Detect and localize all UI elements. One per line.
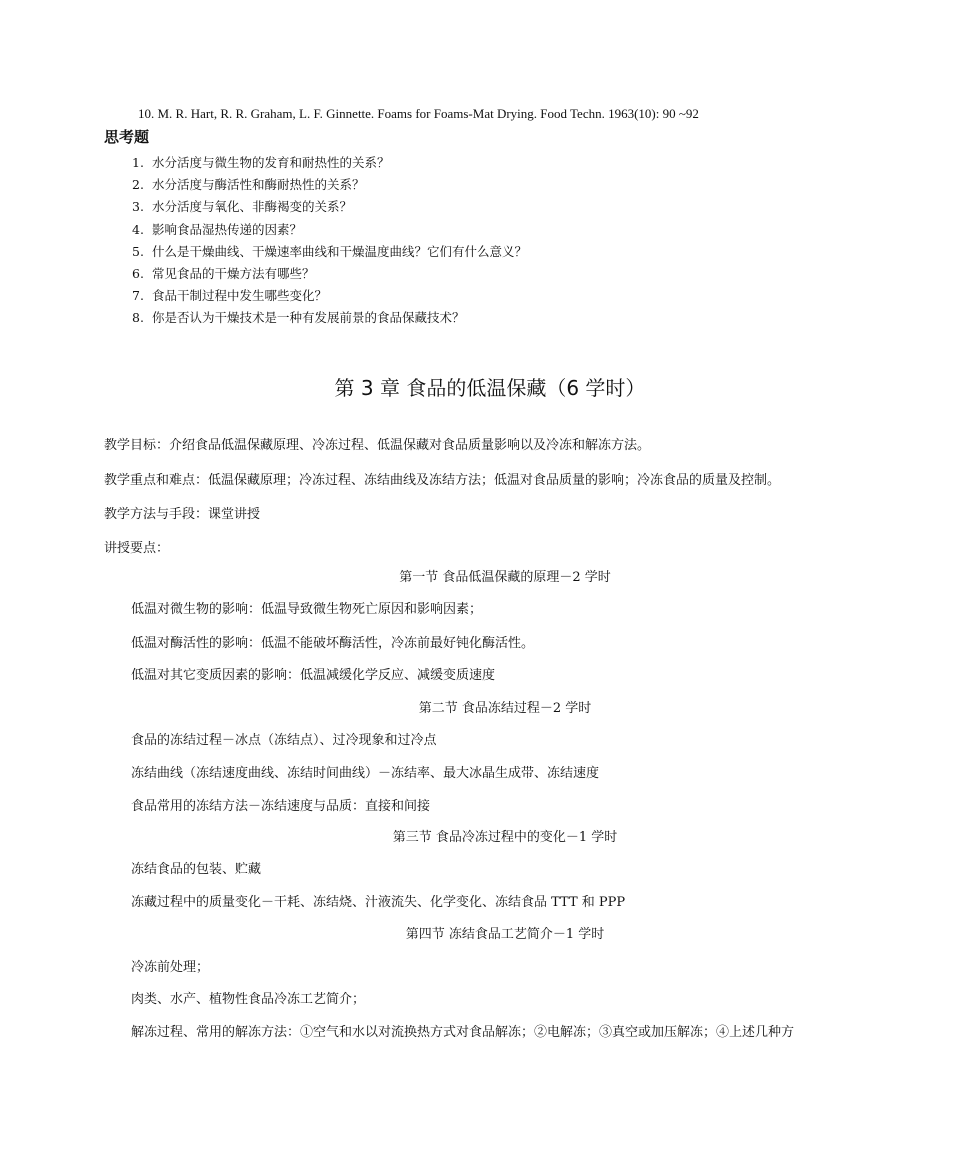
section-title: 第一节 食品低温保藏的原理－2 学时 bbox=[399, 570, 611, 585]
section-title: 第二节 食品冻结过程－2 学时 bbox=[418, 701, 592, 716]
section-item: 解冻过程、常用的解冻方法：①空气和水以对流换热方式对食品解冻；②电解冻；③真空或加压解冻；④上述几种方 bbox=[131, 1025, 795, 1040]
question-text: 你是否认为干燥技术是一种有发展前景的食品保藏技术？ bbox=[152, 310, 465, 326]
questions-heading: 思考题 bbox=[104, 128, 150, 146]
teaching-method: 教学方法与手段：课堂讲授 bbox=[104, 507, 261, 522]
question-text: 水分活度与微生物的发育和耐热性的关系？ bbox=[152, 155, 390, 170]
teaching-goal: 教学目标：介绍食品低温保藏原理、冷冻过程、低温保藏对食品质量影响以及冷冻和解冻方法。 bbox=[104, 438, 651, 453]
section-item: 食品常用的冻结方法－冻结速度与品质：直接和间接 bbox=[131, 799, 431, 814]
question-item bbox=[132, 307, 527, 329]
question-item bbox=[132, 241, 527, 263]
question-number: 3. bbox=[132, 199, 144, 215]
question-number: 2. bbox=[132, 177, 144, 193]
section-item: 低温对微生物的影响：低温导致微生物死亡原因和影响因素； bbox=[131, 602, 483, 617]
question-item bbox=[132, 152, 527, 174]
question-item bbox=[132, 174, 527, 196]
question-number: 7. bbox=[132, 288, 144, 304]
question-text: 食品干制过程中发生哪些变化？ bbox=[152, 288, 328, 304]
section-item: 冻藏过程中的质量变化－干耗、冻结烧、汁液流失、化学变化、冻结食品 TTT 和 PPP bbox=[131, 895, 626, 910]
key-points: 教学重点和难点：低温保藏原理；冷冻过程、冻结曲线及冻结方法；低温对食品质量的影响；冷冻食品的质量及控制。 bbox=[104, 473, 781, 488]
question-number: 6. bbox=[132, 265, 144, 281]
question-number: 4. bbox=[132, 221, 144, 237]
lecture-points-label: 讲授要点： bbox=[104, 541, 170, 556]
question-item bbox=[132, 263, 527, 285]
question-text: 影响食品湿热传递的因素？ bbox=[152, 221, 303, 237]
section-item: 冷冻前处理； bbox=[131, 960, 210, 975]
question-text: 水分活度与酶活性和酶耐热性的关系？ bbox=[152, 177, 365, 193]
section-item: 冻结食品的包装、贮藏 bbox=[131, 862, 262, 877]
question-number: 1. bbox=[132, 155, 144, 170]
section-item: 冻结曲线（冻结速度曲线、冻结时间曲线）－冻结率、最大冰晶生成带、冻结速度 bbox=[131, 766, 600, 781]
section-item: 肉类、水产、植物性食品冷冻工艺简介； bbox=[131, 992, 366, 1007]
chapter-title: 第 3 章 食品的低温保藏（6 学时） bbox=[334, 376, 646, 400]
reference-entry: 10. M. R. Hart, R. R. Graham, L. F. Ginnette. Foams for Foams-Mat Drying. Food Techn. 1963(10): 90 ~92 bbox=[138, 106, 699, 121]
question-number: 8. bbox=[132, 310, 144, 326]
question-number: 5. bbox=[132, 243, 144, 259]
question-text: 水分活度与氧化、非酶褐变的关系？ bbox=[152, 199, 353, 215]
question-text: 什么是干燥曲线、干燥速率曲线和干燥温度曲线？它们有什么意义？ bbox=[152, 243, 528, 259]
question-item bbox=[132, 219, 527, 241]
section-item: 食品的冻结过程－冰点（冻结点）、过冷现象和过冷点 bbox=[131, 733, 437, 748]
section-title: 第四节 冻结食品工艺简介－1 学时 bbox=[405, 927, 605, 942]
question-item bbox=[132, 285, 527, 307]
question-text: 常见食品的干燥方法有哪些？ bbox=[152, 265, 315, 281]
question-item bbox=[132, 196, 527, 218]
questions-list bbox=[132, 152, 527, 330]
section-title: 第三节 食品冷冻过程中的变化－1 学时 bbox=[392, 830, 618, 845]
section-item: 低温对酶活性的影响：低温不能破坏酶活性，冷冻前最好钝化酶活性。 bbox=[131, 636, 535, 651]
section-item: 低温对其它变质因素的影响：低温减缓化学反应、减缓变质速度 bbox=[131, 668, 496, 683]
